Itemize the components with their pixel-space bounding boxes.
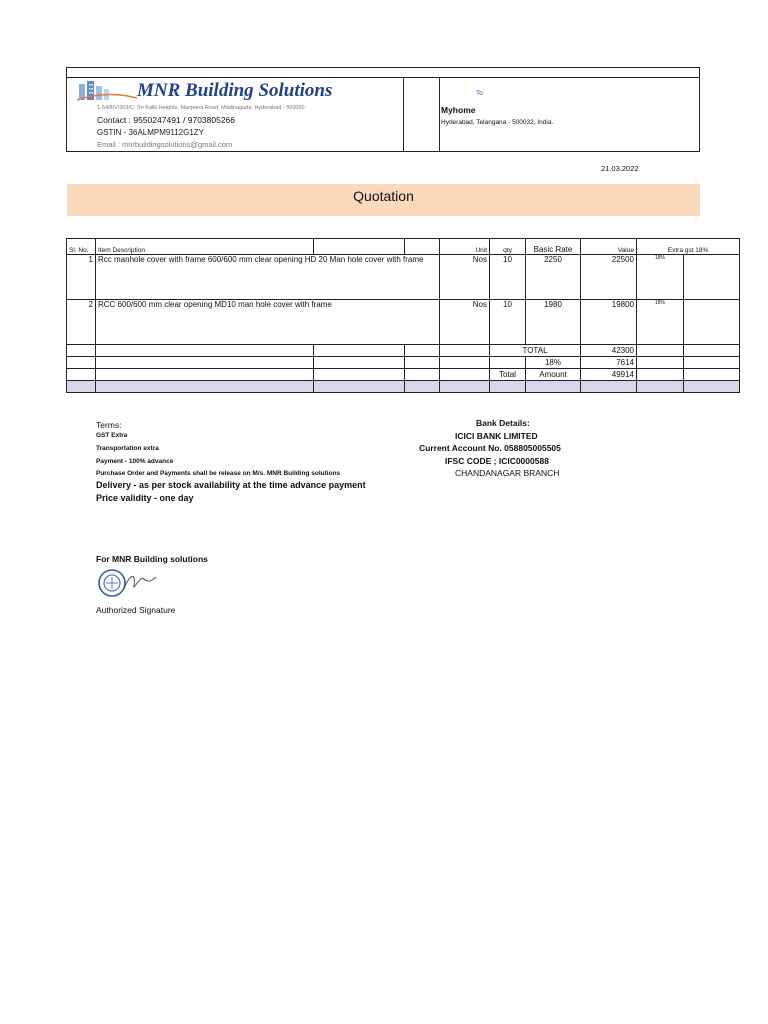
client-name: Myhome — [441, 105, 476, 115]
header-divider — [439, 77, 440, 152]
quotation-title: Quotation — [353, 188, 414, 204]
bank-account: Current Account No. 058805005505 — [419, 443, 561, 453]
terms-title: Terms: — [96, 420, 122, 430]
company-logo-icon — [77, 80, 137, 102]
header-basic-rate: Basic Rate — [526, 239, 581, 255]
authorized-signature: Authorized Signature — [96, 605, 176, 615]
bank-details-title: Bank Details: — [476, 418, 530, 428]
table-row — [67, 300, 740, 345]
header-sl-no: Sl. No. — [67, 239, 96, 255]
header-gst: Extra gst 18% — [637, 239, 740, 255]
term-purchase: Purchase Order and Payments shall be release on M/s. MNR Building solutions — [96, 470, 341, 477]
grand-total-row — [67, 369, 740, 381]
term-delivery: Delivery - as per stock availability at the time advance payment — [96, 480, 366, 490]
company-email: Email : mnrbuildingsolutions@gmail.com — [97, 140, 233, 149]
term-payment: Payment - 100% advance — [96, 458, 174, 465]
bank-branch: CHANDANAGAR BRANCH — [455, 468, 560, 478]
to-label: To — [476, 90, 483, 97]
item-unit: Nos — [440, 300, 490, 345]
header-top-strip — [67, 68, 699, 78]
header-value: Value — [581, 239, 637, 255]
total-row — [67, 345, 740, 357]
item-qty: 10 — [490, 255, 526, 300]
term-validity: Price validity - one day — [96, 493, 194, 503]
header-unit: Unit — [440, 239, 490, 255]
item-unit: Nos — [440, 255, 490, 300]
total-value: 42300 — [581, 345, 637, 357]
grand-amount-label: Amount — [526, 369, 581, 381]
item-value: 19800 — [581, 300, 637, 345]
item-blank — [684, 255, 740, 300]
header-blank — [405, 239, 440, 255]
item-qty: 10 — [490, 300, 526, 345]
company-name: MNR Building Solutions — [137, 80, 333, 101]
bank-ifsc: IFSC CODE ; ICIC0000588 — [445, 456, 549, 466]
quotation-title-band — [67, 184, 700, 216]
header-box — [66, 67, 700, 152]
gst-value: 7614 — [581, 357, 637, 369]
table-footer-row — [67, 381, 740, 393]
item-description: RCC 600/600 mm clear opening MD10 man hole cover with frame — [96, 300, 440, 345]
gst-row — [67, 357, 740, 369]
company-stamp-icon — [98, 565, 160, 601]
item-value: 22500 — [581, 255, 637, 300]
item-rate: 2250 — [526, 255, 581, 300]
header-divider — [403, 77, 404, 152]
items-table — [66, 238, 740, 393]
company-gstin: GSTIN - 36ALMPM9112G1ZY — [97, 128, 204, 137]
header-description: Item Description — [96, 239, 314, 255]
item-sl: 1 — [67, 255, 96, 300]
item-gst: 18% — [637, 255, 684, 300]
quotation-date: 21.03.2022 — [601, 164, 639, 173]
grand-total-value: 49914 — [581, 369, 637, 381]
header-blank — [314, 239, 405, 255]
term-transport: Transportation extra — [96, 445, 159, 452]
item-sl: 2 — [67, 300, 96, 345]
header-qty: qty — [490, 239, 526, 255]
item-rate: 1980 — [526, 300, 581, 345]
table-row — [67, 255, 740, 300]
term-gst: GST Extra — [96, 432, 128, 439]
gst-label: 18% — [526, 357, 581, 369]
company-address: 1-54/8/V/303/C, Sri Kalki Heights, Manjeera Road, Madinaguda, Hyderabad - 500050 — [97, 105, 305, 111]
grand-total-label: Total — [490, 369, 526, 381]
total-label: TOTAL — [490, 345, 581, 357]
for-company: For MNR Building solutions — [96, 554, 208, 564]
company-contact: Contact : 9550247491 / 9703805266 — [97, 115, 236, 125]
item-gst: 18% — [637, 300, 684, 345]
item-description: Rcc manhole cover with frame 600/600 mm clear opening HD 20 Man hole cover with frame — [96, 255, 440, 300]
table-header-row — [67, 239, 740, 255]
bank-name: ICICI BANK LIMITED — [455, 431, 538, 441]
item-blank — [684, 300, 740, 345]
client-address: Hyderabad, Telangana - 500032, India. — [441, 119, 554, 126]
